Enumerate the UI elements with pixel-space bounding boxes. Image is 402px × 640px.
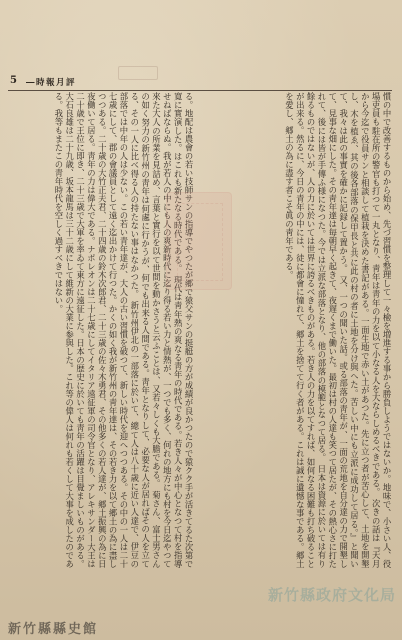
archive-watermark-county-history-hall: 新竹縣縣史館 [8,622,99,637]
text-column-right: 慣の中で改善するものから始め、先づ習慣を整理して一々檢を増進する事から勝負しようではないか。地味で、小さい人、役場吏員も駐在所の警官も打つて一丸となり、靑年は靑年の力を以て小なる人を大ならしめるべきである。 次きの話は『天月から今迄で役員サンと相談して植栽を決めた書記がある。一面生地で赤い土があつた。先に立つ者が苦心して、土地を開墾し、木を植ゑ、其の後各部落の保甲長と共に此の村の者に土地を分け與へた。苦しい中にも立派に成功して居る。』と聞いて、我々は此の事實を確かに記録して置かう。 又、一つの聞いた話。或る部落の靑年が、一面の荒地を自分達の力で開墾して、見事な畑にした。その靑年達は毎朝早く起きて、夜遅くまで働いた。最初は村の人達も笑つて居たが、その熱心さに打たれて、後には皆が手傳ふ様になつた。今では立派な部落となり、他の部落の模範となつて居る。 日本は資源に於いては有り餘るものではないが、人の力に於いては世界に誇るべきものがある。若き人の力を以てすれば、如何なる困難も打ち破ることが出来る。然るに、今日の青年の中には、徒に都會に憧れて、郷土を捨てて行く者がある。これは誠に遺憾な事である。郷土を愛し、郷土の為に盡す者こそ眞の靑年である。 [284,92,392,568]
text-column-left: る。地配は農會の若い技師サンの指導でやつたが郷で猿父サンの挺艇の方が成績が良かつたので猿クク手が活きてるた次第で寛に實演した。はこれも新たなる時代である。 現代は靑年熱の爽なる靑年の時代である。若き人々が中心となつて村を指導せねばならぬ。我が若人の中にも人の爽新時代に迄り得る若い力と情熱が、一つでも多く、何れの地方にも村を今日迄やつて來た大人の所業を見詰め、言葉と實行を以て世間を動かさうと云ふことは、又若々しくも大膽である。 菊さん、富士男さんの如く努力の新竹州の靑年は何處に行かうが、何でも出来る人間である。靑年となりして、必要な人が居ればその人を立てる、その一人に比べ得る人の持たない事はなかつた。 新竹州伊北の一部落に於いて、總て人は八十歳に近い人達で、伊豆の部落では中年の人は少ない。この若い青年達が、大人の古い習慣を破つて、新しい時代を迎へつつある。その中の一人は二十七歳にして、郡の會議員として遠く迄出かけて行つた。かくの如く我が新竹州の靑年達は、その若き力を以て郷土の為に盡しつつある。二十歳の大竹正夫君、二十四歳の鈴木次郎君、二十三歳の佐々木勇君、その他多くの若人達が、郷土振興の為に日夜働いて居る。靑年の力は偉大である。ナポレオンは二十七歳にしてイタリア遠征軍の司令官となり、アレキサンダー大王は二十歳で王位に即き、二十三歳で大軍を率ゐて東方に遠征した。日本の歴史に於いても靑年の活躍は目覺ましいものがある。大石良雄は二十九歳、坂本龍馬は三十二歳にして維新の大業に参與した。これ等の偉人は何れも若くして大事を成したのである。我等もまたこの靑年時代を空しく過すべきではない。 [53,92,194,568]
archive-watermark-culture-bureau: 新竹縣政府文化局 [267,586,396,604]
seal-border [177,203,223,281]
page-number: 5 [10,75,17,86]
article-body [12,92,392,568]
faded-seal-watermark [166,192,232,290]
page-header [8,76,392,91]
magazine-title: ―時報月評 [26,78,77,88]
faint-stamp-mark [118,66,158,80]
